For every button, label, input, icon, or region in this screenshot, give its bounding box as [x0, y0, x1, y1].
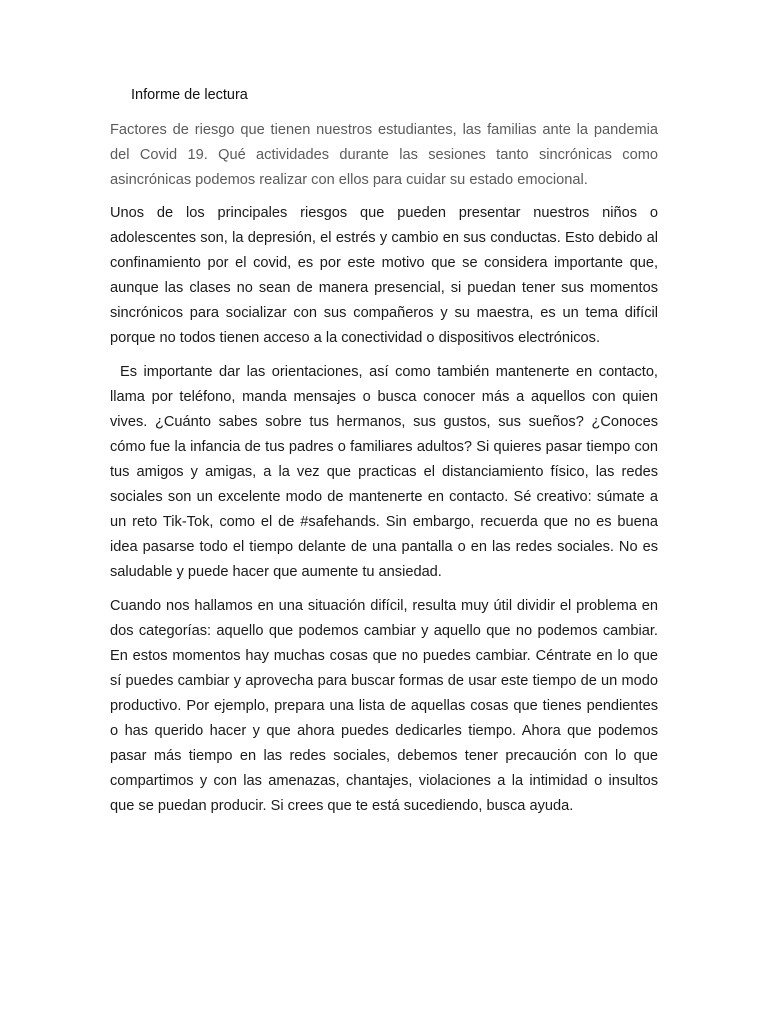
body-paragraph-1: Unos de los principales riesgos que pueden presentar nuestros niños o adolescentes son, la depresión, el estrés y cambio en sus conductas. Esto debido al confinamiento por el covid, es por este motivo que se considera importante que, aunque las clases no sean de manera presencial, si puedan tener sus momentos sincrónicos para socializar con sus compañeros y su maestra, es un tema difícil porque no todos tienen acceso a la conectividad o dispositivos electrónicos.	[110, 205, 658, 346]
document-body	[110, 118, 658, 828]
intro-paragraph: Factores de riesgo que tienen nuestros estudiantes, las familias ante la pandemia del Covid 19. Qué actividades durante las sesiones tanto sincrónicas como asincrónicas podemos realizar con ellos para cuidar su estado emocional.	[110, 122, 658, 188]
body-paragraph-3: Cuando nos hallamos en una situación difícil, resulta muy útil dividir el problema en dos categorías: aquello que podemos cambiar y aquello que no podemos cambiar. En estos momentos hay muchas cosas que no puedes cambiar. Céntrate en lo que sí puedes cambiar y aprovecha para buscar formas de usar este tiempo de un modo productivo. Por ejemplo, prepara una lista de aquellas cosas que tienes pendientes o has querido hacer y que ahora puedes dedicarles tiempo. Ahora que podemos pasar más tiempo en las redes sociales, debemos tener precaución con lo que compartimos y con las amenazas, chantajes, violaciones a la intimidad o insultos que se puedan producir. Si crees que te está sucediendo, busca ayuda.	[110, 598, 658, 814]
body-paragraph-2: Es importante dar las orientaciones, así como también mantenerte en contacto, llama por teléfono, manda mensajes o busca conocer más a aquellos con quien vives. ¿Cuánto sabes sobre tus hermanos, sus gustos, sus sueños? ¿Conoces cómo fue la infancia de tus padres o familiares adultos? Si quieres pasar tiempo con tus amigos y amigas, a la vez que practicas el distanciamiento físico, las redes sociales son un excelente modo de mantenerte en contacto. Sé creativo: súmate a un reto Tik-Tok, como el de #safehands. Sin embargo, recuerda que no es buena idea pasarse todo el tiempo delante de una pantalla o en las redes sociales. No es saludable y puede hacer que aumente tu ansiedad.	[110, 364, 658, 580]
document-title: Informe de lectura	[131, 87, 248, 103]
